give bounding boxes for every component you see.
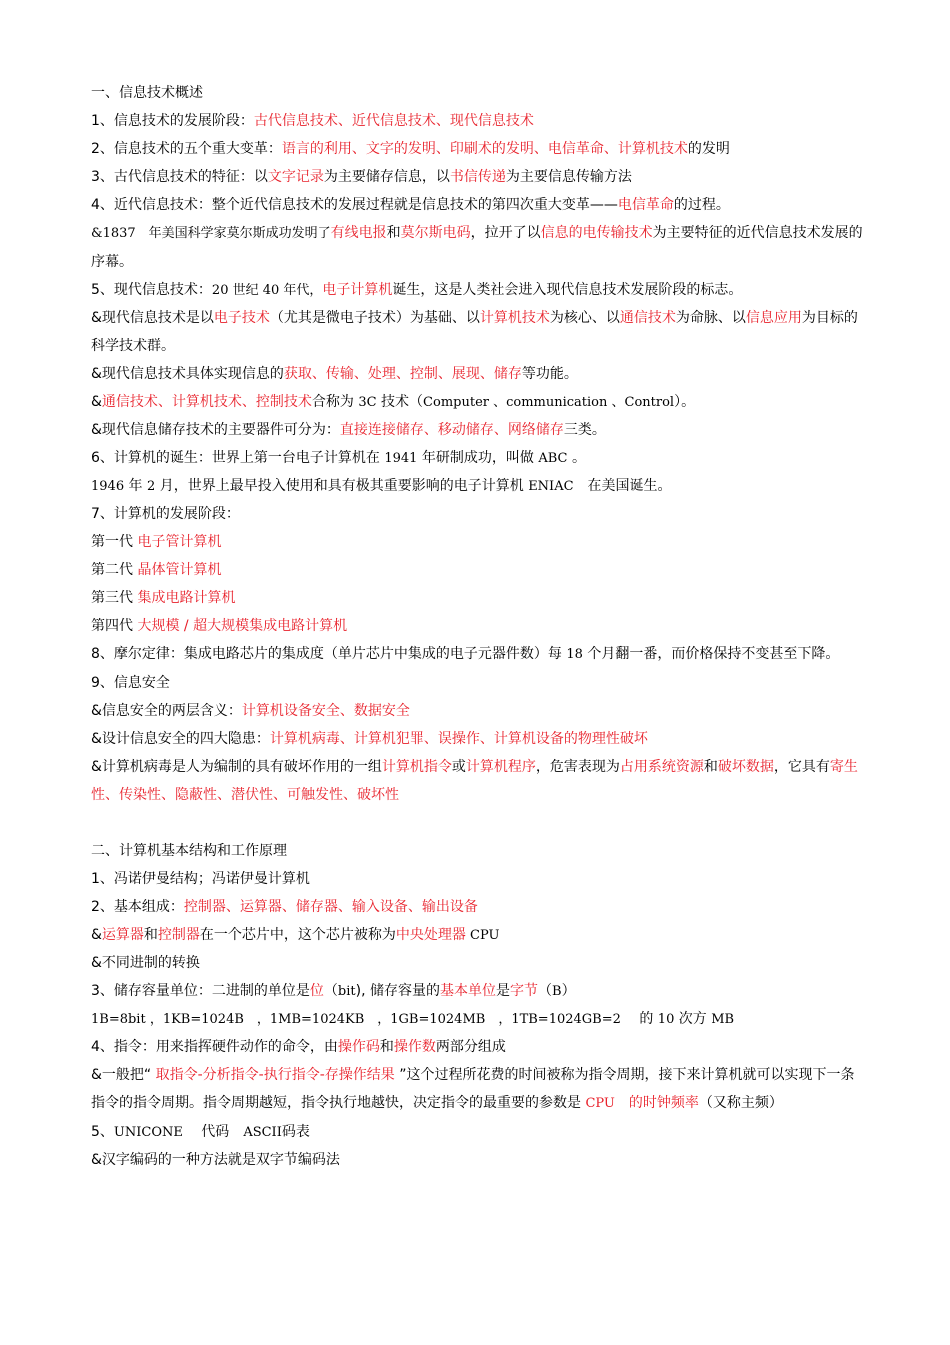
- body-text: （又称主频）: [698, 1095, 783, 1111]
- body-text: ENIAC: [528, 479, 574, 494]
- body-text: 。: [567, 450, 586, 466]
- text-line: [91, 1061, 866, 1118]
- body-text: 代码: [182, 1124, 244, 1140]
- body-text: 为核心、以: [549, 310, 620, 326]
- body-text: 9、信息安全: [91, 675, 170, 691]
- body-text: 的过程。: [673, 197, 730, 213]
- text-line: [91, 135, 866, 163]
- body-text: 2、信息技术的五个重大变革：: [91, 141, 282, 157]
- body-text: 第四代: [91, 618, 138, 634]
- body-text: &一般把“: [91, 1067, 156, 1083]
- body-text: ，: [309, 283, 323, 298]
- body-text: 诞生，这是人类社会进入现代信息技术发展阶段的标志。: [392, 282, 743, 298]
- body-text: 二、计算机基本结构和工作原理: [91, 843, 287, 859]
- text-line: [91, 753, 866, 809]
- body-text: 18: [566, 647, 583, 662]
- body-text: （尤其是微电子技术）为基础、以: [269, 310, 480, 326]
- body-text: &汉字编码的一种方法就是双字节编码法: [91, 1152, 340, 1168]
- body-text: 在美国诞生。: [573, 478, 672, 494]
- text-line: [91, 276, 866, 304]
- text-line: [91, 528, 866, 556]
- body-text: ，拉开了以: [470, 225, 541, 241]
- body-text: B: [552, 984, 562, 999]
- text-line: [91, 725, 866, 753]
- highlight-text: 操作数: [393, 1039, 436, 1055]
- highlight-text: 直接连接储存、移动储存、网络储存: [339, 422, 564, 438]
- body-text: 3、古代信息技术的特征：以: [91, 169, 268, 185]
- text-line: [91, 1033, 866, 1061]
- body-text: 码表: [281, 1124, 310, 1140]
- text-line: [91, 921, 866, 949]
- highlight-text: 基本单位: [440, 983, 497, 999]
- highlight-text: 通信技术: [619, 310, 676, 326]
- body-text: &计算机病毒是人为编制的具有破坏作用的一组: [91, 759, 382, 775]
- body-text: CPU: [465, 928, 500, 943]
- body-text: 在一个芯片中，这个芯片被称为: [199, 927, 396, 943]
- highlight-text: 莫尔斯电码: [400, 225, 471, 241]
- text-line: [91, 472, 866, 500]
- highlight-text: 集成电路计算机: [137, 590, 236, 606]
- body-text: 是: [496, 983, 511, 999]
- highlight-text: 的时钟频率: [614, 1095, 699, 1111]
- highlight-text: 中央处理器: [395, 927, 466, 943]
- body-text: 1、冯诺伊曼结构；冯诺伊曼计算机: [91, 871, 310, 887]
- body-text: 为主要信息传输方法: [505, 169, 632, 185]
- body-text: 第三代: [91, 590, 138, 606]
- text-line: [91, 584, 866, 612]
- highlight-text: 计算机技术: [479, 310, 550, 326]
- text-line: [91, 191, 866, 219]
- body-text: &现代信息储存技术的主要器件可分为：: [91, 422, 340, 438]
- highlight-text: 电子管计算机: [137, 534, 222, 550]
- body-text: &设计信息安全的四大隐患：: [91, 731, 270, 747]
- highlight-text: 书信传递: [449, 169, 506, 185]
- highlight-text: 控制器、运算器、储存器、输入设备、输出设备: [183, 899, 478, 915]
- highlight-text: 破坏数据: [717, 759, 774, 775]
- highlight-text: 寄生性、传染性、隐蔽性、潜伏性、可触发性、破坏性: [91, 759, 858, 803]
- body-text: 第一代: [91, 534, 138, 550]
- highlight-text: 通信技术、计算机技术、控制技术: [101, 394, 312, 410]
- highlight-text: 控制器: [157, 927, 200, 943]
- body-text: 和: [386, 225, 401, 241]
- body-text: ）: [561, 983, 576, 999]
- text-line: [91, 893, 866, 921]
- body-text: 3、储存容量单位：二进制的单位是: [91, 983, 310, 999]
- text-line: [91, 107, 866, 135]
- body-text: （: [538, 983, 553, 999]
- body-text: ”这个过程所花费的时间被称为指令周期，接下来计算机就可以实现下一条指令的指令周期。指令周期越短，指令执行地越快，决定指令的最重要的参数是: [91, 1067, 855, 1111]
- body-text: 合称为: [311, 394, 359, 410]
- text-line: [91, 163, 866, 191]
- body-text: ，危害表现为: [535, 759, 620, 775]
- document-body: [91, 79, 866, 1174]
- body-text: ，它具有: [773, 759, 830, 775]
- body-text: 一、信息技术概述: [91, 85, 203, 101]
- text-line: [91, 669, 866, 697]
- body-text: 7、计算机的发展阶段：: [91, 506, 240, 522]
- text-line: [91, 556, 866, 584]
- highlight-text: 信息应用: [745, 310, 802, 326]
- highlight-text: 运算器: [101, 927, 144, 943]
- body-text: 为主要储存信息，以: [323, 169, 450, 185]
- body-text: 1941: [384, 451, 418, 466]
- body-text: UNICONE: [113, 1125, 183, 1140]
- body-text: 10: [657, 1012, 675, 1027]
- highlight-text: 位: [309, 983, 324, 999]
- highlight-text: 语言的利用、文字的发明、印刷术的发明、电信革命、计算机技术: [281, 141, 688, 157]
- body-text: 月，世界上最早投入使用和具有极其重要影响的电子计算机: [155, 478, 529, 494]
- text-line: [91, 697, 866, 725]
- text-line: [91, 444, 866, 472]
- body-text: &现代信息技术具体实现信息的: [91, 366, 284, 382]
- body-text: 3C: [358, 395, 377, 410]
- highlight-text: 文字记录: [267, 169, 324, 185]
- body-text: ）。: [674, 394, 696, 410]
- text-line: [91, 360, 866, 388]
- body-text: 4、近代信息技术：整个近代信息技术的发展过程就是信息技术的第四次重大变革——: [91, 197, 618, 213]
- body-text: 三类。: [563, 422, 606, 438]
- text-line: [91, 219, 866, 276]
- body-text: Computer 、communication 、Control: [423, 395, 675, 410]
- body-text: 2: [147, 479, 156, 494]
- body-text: 6、计算机的诞生：世界上第一台电子计算机在: [91, 450, 385, 466]
- text-line: [91, 388, 866, 416]
- text-line: [91, 304, 866, 360]
- body-text: 为主要特征的近代信息技术发展的序幕。: [91, 225, 863, 270]
- highlight-text: 电子技术: [213, 310, 270, 326]
- blank-line: [91, 809, 866, 837]
- body-text: 两部分组成: [435, 1039, 506, 1055]
- body-text: 和: [703, 759, 718, 775]
- text-line: [91, 612, 866, 640]
- body-text: ), 储存容量的: [355, 983, 441, 999]
- text-line: [91, 500, 866, 528]
- body-text: &: [91, 394, 102, 410]
- text-line: [91, 79, 866, 107]
- text-line: [91, 837, 866, 865]
- body-text: 1、信息技术的发展阶段：: [91, 113, 254, 129]
- highlight-text: 占用系统资源: [619, 759, 704, 775]
- body-text: 或: [451, 759, 466, 775]
- highlight-text: 古代信息技术、近代信息技术、现代信息技术: [253, 113, 534, 129]
- body-text: &现代信息技术是以: [91, 310, 214, 326]
- body-text: 8、摩尔定律：集成电路芯片的集成度（单片芯片中集成的电子元器件数）每: [91, 646, 567, 662]
- body-text: &信息安全的两层含义：: [91, 703, 242, 719]
- highlight-text: 电子计算机: [322, 282, 393, 298]
- text-line: [91, 1118, 866, 1146]
- body-text: &不同进制的转换: [91, 955, 200, 971]
- body-text: 次方: [674, 1011, 712, 1027]
- body-text: ABC: [538, 451, 568, 466]
- highlight-text: 计算机设备安全、数据安全: [241, 703, 410, 719]
- body-text: 的发明: [687, 141, 730, 157]
- body-text: 1946: [91, 479, 125, 494]
- body-text: bit: [337, 984, 356, 999]
- text-line: [91, 949, 866, 977]
- body-text: 5、现代信息技术：: [91, 282, 212, 298]
- body-text: 为命脉、以: [675, 310, 746, 326]
- body-text: 4、指令：用来指挥硬件动作的命令，由: [91, 1039, 338, 1055]
- text-line: [91, 977, 866, 1005]
- highlight-text: 有线电报: [330, 225, 387, 241]
- body-text: 的: [620, 1011, 658, 1027]
- highlight-text: 计算机指令: [381, 759, 452, 775]
- highlight-text: CPU: [585, 1096, 615, 1111]
- highlight-text: 获取、传输、处理、控制、展现、储存: [283, 366, 522, 382]
- body-text: 年研制成功，叫做: [417, 450, 539, 466]
- body-text: 1B=8bit ，1KB=1024B ，1MB=1024KB ，1GB=1024MB ，1TB=1024GB=2: [91, 1012, 621, 1027]
- body-text: 等功能。: [521, 366, 578, 382]
- highlight-text: 字节: [510, 983, 539, 999]
- body-text: 20 世纪 40 年代: [211, 283, 310, 298]
- body-text: 年: [124, 478, 147, 494]
- text-line: [91, 1005, 866, 1033]
- body-text: 和: [143, 927, 158, 943]
- text-line: [91, 416, 866, 444]
- body-text: （: [323, 983, 338, 999]
- text-line: [91, 1146, 866, 1174]
- body-text: &1837 年美国科学家莫尔斯成功发明了: [91, 226, 331, 241]
- text-line: [91, 865, 866, 893]
- highlight-text: 操作码: [337, 1039, 380, 1055]
- body-text: 个月翻一番，而价格保持不变甚至下降。: [582, 646, 840, 662]
- body-text: &: [91, 927, 102, 943]
- highlight-text: 计算机病毒、计算机犯罪、误操作、计算机设备的物理性破坏: [269, 731, 648, 747]
- body-text: 2、基本组成：: [91, 899, 184, 915]
- body-text: 和: [379, 1039, 394, 1055]
- body-text: 第二代: [91, 562, 138, 578]
- body-text: ASCII: [243, 1125, 282, 1140]
- body-text: 5、: [91, 1124, 114, 1140]
- body-text: MB: [711, 1012, 735, 1027]
- highlight-text: 电信革命: [617, 197, 674, 213]
- highlight-text: 取指令-分析指令-执行指令-存操作结果: [155, 1067, 395, 1083]
- highlight-text: 信息的电传输技术: [540, 225, 653, 241]
- highlight-text: 晶体管计算机: [137, 562, 222, 578]
- text-line: [91, 640, 866, 669]
- highlight-text: 大规模 / 超大规模集成电路计算机: [137, 618, 348, 634]
- highlight-text: 计算机程序: [465, 759, 536, 775]
- body-text: 为目标的科学技术群。: [91, 310, 858, 354]
- body-text: 技术（: [376, 394, 424, 410]
